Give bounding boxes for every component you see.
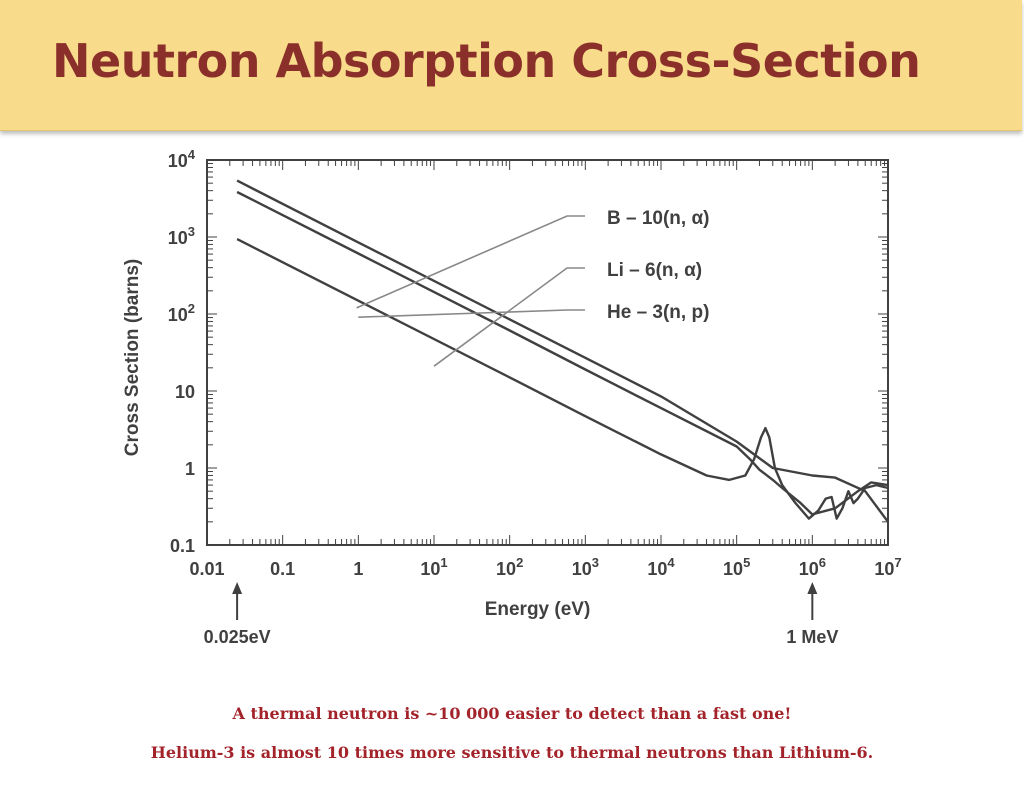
annotation-label: 1 MeV [786,627,839,647]
caption-thermal: A thermal neutron is ~10 000 easier to detect than a fast one! [232,704,792,723]
x-tick-label: 1 [353,559,364,579]
series-line-li-6-n [237,239,888,518]
annotation-1-mev [786,582,838,647]
annotation-0-025ev [204,582,271,647]
legend-label-b-10-n: B – 10(n, α) [607,208,710,229]
y-tick-label: 0.1 [169,536,195,556]
x-tick-label: 0.1 [270,559,296,579]
y-tick-label: 1 [184,459,195,479]
x-tick-label: $10^6$ [798,555,826,579]
y-axis-title: Cross Section (barns) [122,258,143,457]
legend-label-li-6-n: Li – 6(n, α) [607,260,703,281]
x-tick-label: 0.01 [189,559,225,579]
x-tick-label: $10^1$ [420,555,448,579]
series-line-he-3-n-p [237,181,888,522]
chart-curves [237,181,888,522]
x-axis-title: Energy (eV) [484,599,591,620]
annotation-arrowhead [807,582,817,594]
y-tick-label: $10^4$ [167,147,195,171]
x-tick-label: $10^2$ [496,555,524,579]
x-tick-label: $10^4$ [647,555,675,579]
axis-labels [122,147,902,620]
slide-title: Neutron Absorption Cross-Section [52,34,921,88]
x-tick-label: $10^7$ [874,555,902,579]
y-tick-label: $10^2$ [167,301,195,325]
caption-helium: Helium-3 is almost 10 times more sensitive to thermal neutrons than Lithium-6. [150,743,874,762]
y-tick-label: 10 [174,382,195,402]
legend-label-he-3-n-p: He – 3(n, p) [607,302,710,323]
x-tick-label: $10^3$ [571,555,599,579]
series-line-b-10-n [237,192,888,514]
y-tick-label: $10^3$ [167,224,195,248]
annotation-label: 0.025eV [203,627,271,647]
annotation-arrowhead [232,582,242,594]
x-tick-label: $10^5$ [723,555,751,579]
legend-leader-b-10-n [357,216,585,308]
